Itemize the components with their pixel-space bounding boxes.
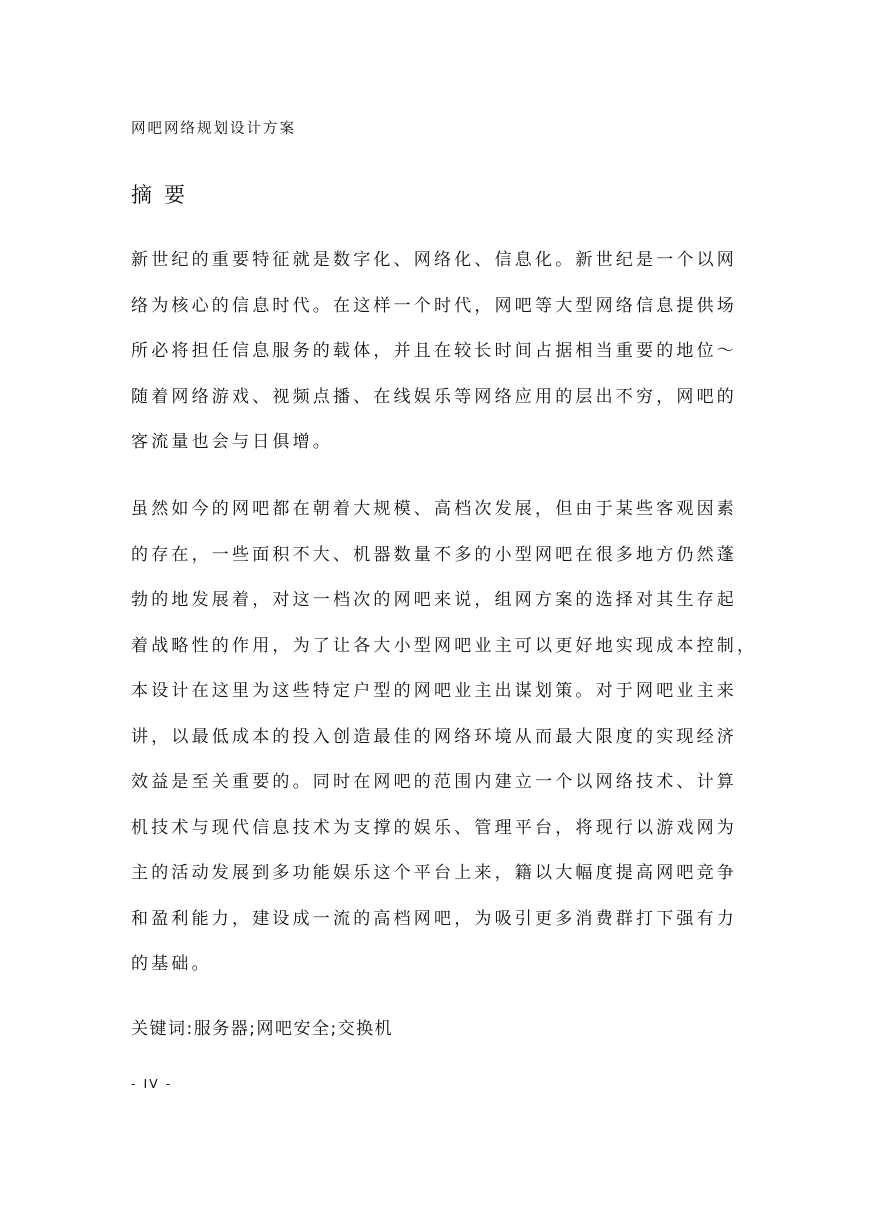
paragraph-line: 客流量也会与日俱增。 xyxy=(131,432,333,452)
paragraph-line: 随着网络游戏、视频点播、在线娱乐等网络应用的层出不穷，网吧的 xyxy=(131,386,737,407)
paragraph-line: 本设计在这里为这些特定户型的网吧业主出谋划策。对于网吧业主来 xyxy=(131,681,737,701)
paragraph-line: 所必将担任信息服务的载体，并且在较长时间占据相当重要的地位～ xyxy=(131,341,737,361)
paragraph-line: 勃的地发展着，对这一档次的网吧来说，组网方案的选择对其生存起 xyxy=(131,590,737,610)
paragraph-line: 虽然如今的网吧都在朝着大规模、高档次发展，但由于某些客观因素 xyxy=(131,499,737,519)
paragraph-line: 新世纪的重要特征就是数字化、网络化、信息化。新世纪是一个以网 xyxy=(131,250,737,270)
abstract-paragraph-1 xyxy=(131,247,771,475)
paragraph-line: 的存在，一些面积不大、机器数量不多的小型网吧在很多地方仍然蓬 xyxy=(131,544,737,565)
paragraph-line: 着战略性的作用，为了让各大小型网吧业主可以更好地实现成本控制， xyxy=(131,635,758,656)
keywords: 关键词:服务器;网吧安全;交换机 xyxy=(131,1019,394,1039)
abstract-heading: 摘要 xyxy=(131,183,197,207)
page-number: - IV - xyxy=(131,1076,173,1091)
paragraph-line: 主的活动发展到多功能娱乐这个平台上来，籍以大幅度提高网吧竞争 xyxy=(131,863,737,883)
paragraph-line: 和盈利能力，建设成一流的高档网吧，为吸引更多消费群打下强有力 xyxy=(131,908,737,929)
paragraph-line: 的基础。 xyxy=(131,954,212,974)
paragraph-line: 效益是至关重要的。同时在网吧的范围内建立一个以网络技术、计算 xyxy=(131,772,737,792)
paragraph-line: 机技术与现代信息技术为支撑的娱乐、管理平台，将现行以游戏网为 xyxy=(131,817,737,838)
abstract-paragraph-2 xyxy=(131,496,771,997)
document-title: 网吧网络规划设计方案 xyxy=(131,121,296,137)
paragraph-line: 络为核心的信息时代。在这样一个时代，网吧等大型网络信息提供场 xyxy=(131,295,737,316)
paragraph-line: 讲，以最低成本的投入创造最佳的网络环境从而最大限度的实现经济 xyxy=(131,726,737,747)
